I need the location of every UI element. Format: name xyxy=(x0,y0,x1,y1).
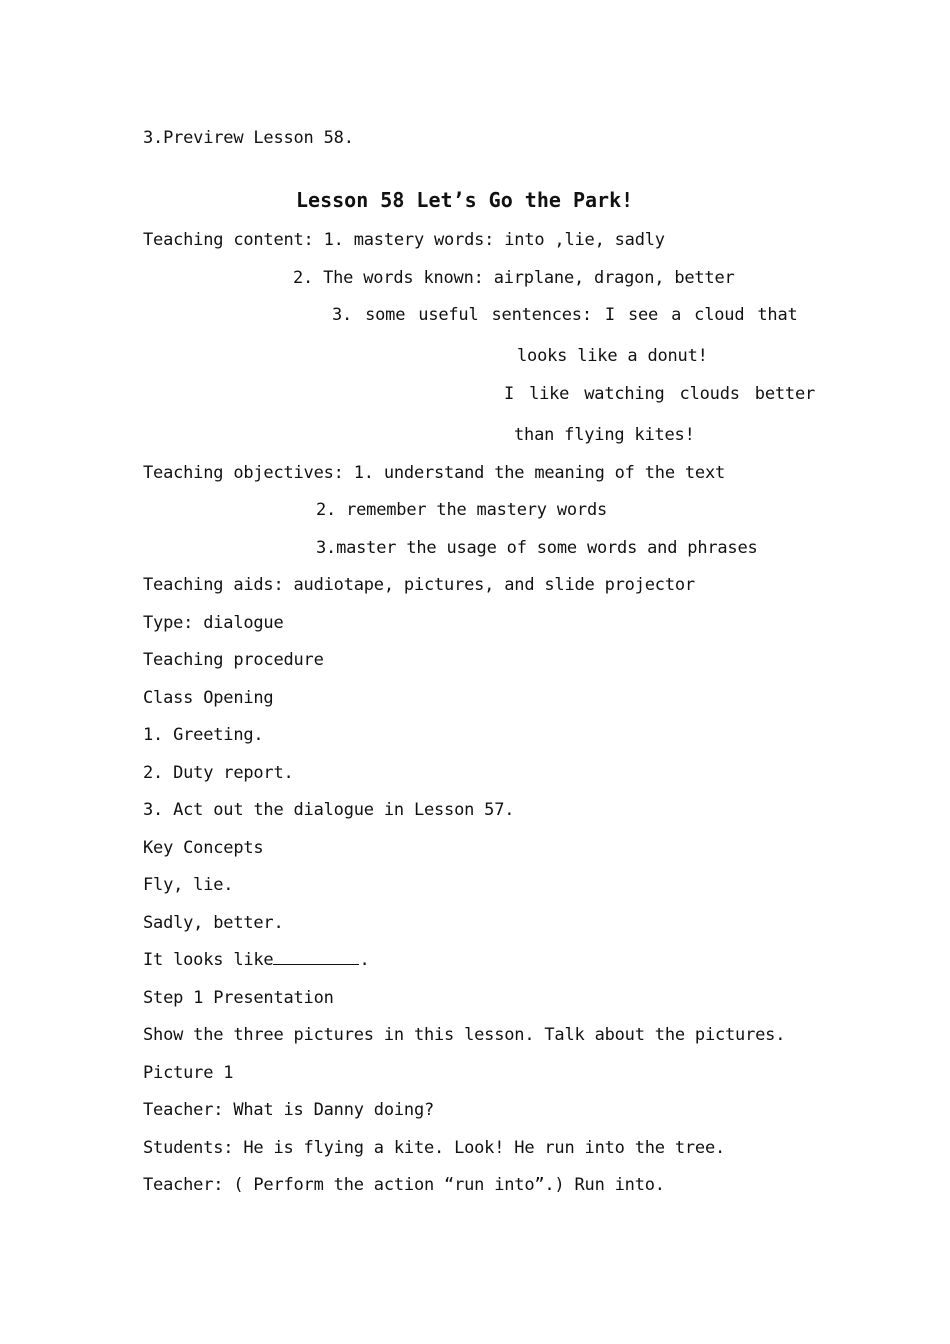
teaching-content-item-3: 3. some useful sentences: I see a cloud that xyxy=(332,305,798,325)
fill-in-prefix: It looks like xyxy=(143,950,274,970)
fill-in-sentence xyxy=(143,950,370,970)
lesson-title: Lesson 58 Let’s Go the Park! xyxy=(296,188,634,212)
teaching-content-item-2: 2. The words known: airplane, dragon, better xyxy=(293,268,735,288)
dialogue-line: Teacher: ( Perform the action “run into”.) Run into. xyxy=(143,1175,665,1195)
dialogue-line: Teacher: What is Danny doing? xyxy=(143,1100,435,1120)
key-concept-item-1: Fly, lie. xyxy=(143,875,234,895)
opening-step-3: 3. Act out the dialogue in Lesson 57. xyxy=(143,800,515,820)
teaching-objectives-item-3: 3.master the usage of some words and phrases xyxy=(316,538,758,558)
preview-note: 3.Previrew Lesson 58. xyxy=(143,128,354,148)
opening-step-2: 2. Duty report. xyxy=(143,763,294,783)
class-opening-heading: Class Opening xyxy=(143,688,274,708)
teaching-content-item-3-continued: looks like a donut! xyxy=(517,346,708,366)
teaching-content-item-3b-continued: than flying kites! xyxy=(514,425,695,445)
teaching-aids: Teaching aids: audiotape, pictures, and slide projector xyxy=(143,575,695,595)
dialogue-line: Students: He is flying a kite. Look! He run into the tree. xyxy=(143,1138,726,1158)
lesson-type: Type: dialogue xyxy=(143,613,284,633)
teaching-content-item-3b: I like watching clouds better xyxy=(504,384,816,404)
picture-1-label: Picture 1 xyxy=(143,1063,234,1083)
teaching-content-line: Teaching content: 1. mastery words: into ,lie, sadly xyxy=(143,230,665,250)
key-concept-item-2: Sadly, better. xyxy=(143,913,284,933)
fill-in-suffix: . xyxy=(359,950,370,970)
key-concepts-heading: Key Concepts xyxy=(143,838,264,858)
step-1-instruction: Show the three pictures in this lesson. Talk about the pictures. xyxy=(143,1025,786,1045)
teaching-objectives-item-2: 2. remember the mastery words xyxy=(316,500,608,520)
fill-in-blank xyxy=(273,950,359,965)
teaching-procedure-heading: Teaching procedure xyxy=(143,650,324,670)
teaching-objectives-line: Teaching objectives: 1. understand the meaning of the text xyxy=(143,463,726,483)
opening-step-1: 1. Greeting. xyxy=(143,725,264,745)
step-1-heading: Step 1 Presentation xyxy=(143,988,334,1008)
